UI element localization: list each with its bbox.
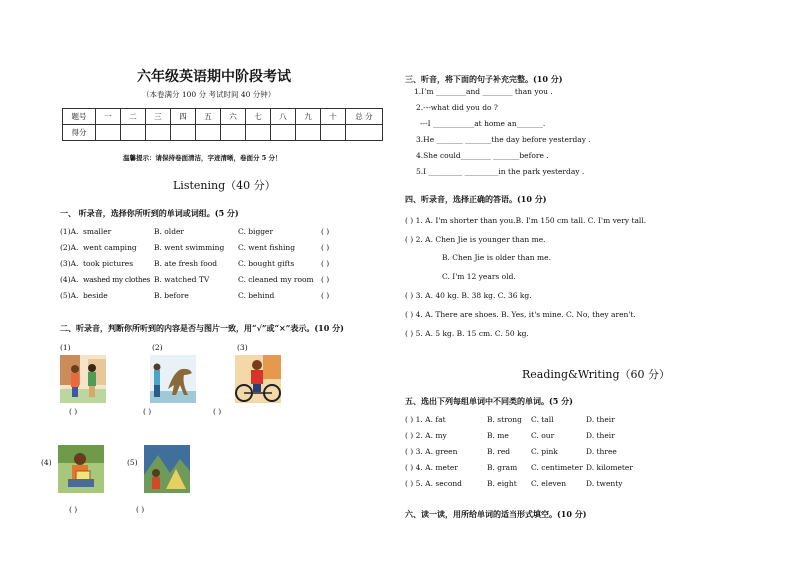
answer-paren[interactable]: ( )	[69, 505, 78, 514]
score-blank	[271, 125, 296, 141]
option-b: B. older	[154, 227, 185, 236]
score-blank	[121, 125, 146, 141]
pic-label: (5)	[127, 458, 138, 467]
score-cell: 七	[246, 109, 271, 125]
score-cell: 八	[271, 109, 296, 125]
boy-reading-picture	[58, 445, 104, 493]
pic-label: (3)	[237, 343, 248, 352]
section-1-title: 一、 听录音，选择你所听到的单词或词组。(5 分)	[60, 208, 239, 218]
option-c: C. bigger	[238, 227, 274, 236]
score-table	[62, 108, 383, 141]
answer-paren[interactable]: ( )	[321, 227, 330, 236]
option-num: (4)A.	[60, 275, 79, 284]
reminder: 温馨提示：请保持卷面清洁，字迹清晰，卷面分 5 分！	[123, 154, 282, 162]
option-a: smaller	[83, 227, 112, 236]
section-4-title: 四、听录音，选择正确的答语。(10 分)	[405, 194, 547, 204]
option-c: C. pink	[531, 447, 558, 456]
answer-paren[interactable]: ( )	[136, 505, 145, 514]
section-6-title: 六、读一读，用所给单词的适当形式填空。(10 分)	[405, 509, 587, 519]
fill-sentence: ---I ___________at home an_______.	[420, 119, 546, 128]
score-cell: 十	[321, 109, 346, 125]
score-cell: 四	[171, 109, 196, 125]
section-2-title: 二、听录音，判断你所听到的内容是否与图片一致，用“√”或“×”表示。(10 分)	[60, 323, 344, 333]
option-b: B. ate fresh food	[154, 259, 218, 268]
reading-writing-heading: Reading&Writing（60 分）	[522, 368, 670, 381]
option-num: (1)A.	[60, 227, 79, 236]
score-cell: 一	[96, 109, 121, 125]
score-cell: 题号	[63, 109, 96, 125]
answer-paren[interactable]: ( )	[321, 259, 330, 268]
answer-paren[interactable]: ( )	[321, 243, 330, 252]
score-blank	[171, 125, 196, 141]
fill-sentence: 2.---what did you do ?	[416, 103, 498, 112]
fill-sentence: 4.She could________ _______before .	[416, 151, 549, 160]
section-3-title: 三、听音，将下面的句子补充完整。(10 分)	[405, 74, 563, 84]
pic-label: (2)	[152, 343, 163, 352]
option-c: C. centimeter	[531, 463, 583, 472]
score-cell: 得分	[63, 125, 96, 141]
option-b: B. watched TV	[154, 275, 210, 284]
question-item: ( ) 1. A. fat	[405, 415, 446, 424]
option-b: B. strong	[487, 415, 522, 424]
option-num: (2)A.	[60, 243, 79, 252]
score-blank	[146, 125, 171, 141]
pic-label: (1)	[60, 343, 71, 352]
option-a: beside	[83, 291, 108, 300]
listening-heading: Listening（40 分）	[173, 179, 276, 192]
option-c: C. behind	[238, 291, 275, 300]
question-option: B. Chen Jie is older than me.	[442, 253, 551, 262]
option-d: D. their	[586, 415, 615, 424]
option-d: D. three	[586, 447, 617, 456]
answer-paren[interactable]: ( )	[143, 407, 152, 416]
pic-label: (4)	[41, 458, 52, 467]
question-item: ( ) 4. A. meter	[405, 463, 458, 472]
question-item: ( ) 5. A. second	[405, 479, 462, 488]
option-c: C. cleaned my room	[238, 275, 314, 284]
score-blank	[196, 125, 221, 141]
score-cell: 总 分	[346, 109, 383, 125]
score-cell: 二	[121, 109, 146, 125]
question-item: ( ) 4. A. There are shoes. B. Yes, it's mine. C. No, they aren't.	[405, 310, 636, 319]
score-blank	[296, 125, 321, 141]
kids-talking-picture	[60, 355, 106, 403]
option-a: took pictures	[83, 259, 134, 268]
option-num: (5)A.	[60, 291, 79, 300]
fill-sentence: 5.I _________ _________in the park yesterday .	[416, 167, 585, 176]
score-cell: 五	[196, 109, 221, 125]
score-blank	[221, 125, 246, 141]
option-num: (3)A.	[60, 259, 79, 268]
score-cell: 三	[146, 109, 171, 125]
option-b: B. before	[154, 291, 189, 300]
option-c: C. our	[531, 431, 555, 440]
question-item: ( ) 3. A. green	[405, 447, 458, 456]
option-d: D. kilometer	[586, 463, 633, 472]
option-c: C. eleven	[531, 479, 567, 488]
option-c: C. went fishing	[238, 243, 296, 252]
option-d: D. their	[586, 431, 615, 440]
score-blank	[246, 125, 271, 141]
question-item: ( ) 2. A. my	[405, 431, 447, 440]
answer-paren[interactable]: ( )	[213, 407, 222, 416]
exam-info: （本卷满分 100 分 考试时间 40 分钟）	[142, 90, 276, 99]
option-b: B. eight	[487, 479, 517, 488]
score-blank	[321, 125, 346, 141]
option-b: B. red	[487, 447, 511, 456]
question-item: ( ) 5. A. 5 kg. B. 15 cm. C. 50 kg.	[405, 329, 529, 338]
option-c: C. tall	[531, 415, 554, 424]
answer-paren[interactable]: ( )	[69, 407, 78, 416]
score-cell: 六	[221, 109, 246, 125]
answer-paren[interactable]: ( )	[321, 291, 330, 300]
question-item: ( ) 3. A. 40 kg. B. 38 kg. C. 36 kg.	[405, 291, 532, 300]
score-blank	[96, 125, 121, 141]
page-title: 六年级英语期中阶段考试	[137, 69, 291, 85]
answer-paren[interactable]: ( )	[321, 275, 330, 284]
option-b: B. me	[487, 431, 509, 440]
option-b: B. gram	[487, 463, 518, 472]
fill-sentence: 3.He _______ _______the day before yesterday .	[416, 135, 591, 144]
question-item: ( ) 2. A. Chen Jie is younger than me.	[405, 235, 546, 244]
option-c: C. bought gifts	[238, 259, 295, 268]
option-a: went camping	[83, 243, 137, 252]
camping-picture	[144, 445, 190, 493]
fill-sentence: 1.I’m ________and ________ than you .	[414, 87, 553, 96]
dinosaur-picture	[150, 355, 196, 403]
boy-cycling-picture	[235, 355, 281, 403]
question-item: ( ) 1. A. I'm shorter than you.B. I'm 150 cm tall. C. I'm very tall.	[405, 216, 647, 225]
score-cell: 九	[296, 109, 321, 125]
option-d: D. twenty	[586, 479, 623, 488]
option-b: B. went swimming	[154, 243, 225, 252]
section-5-title: 五、选出下列每组单词中不同类的单词。(5 分)	[405, 396, 573, 406]
option-a: washed my clothes	[83, 275, 151, 284]
score-blank	[346, 125, 383, 141]
question-option: C. I'm 12 years old.	[442, 272, 516, 281]
